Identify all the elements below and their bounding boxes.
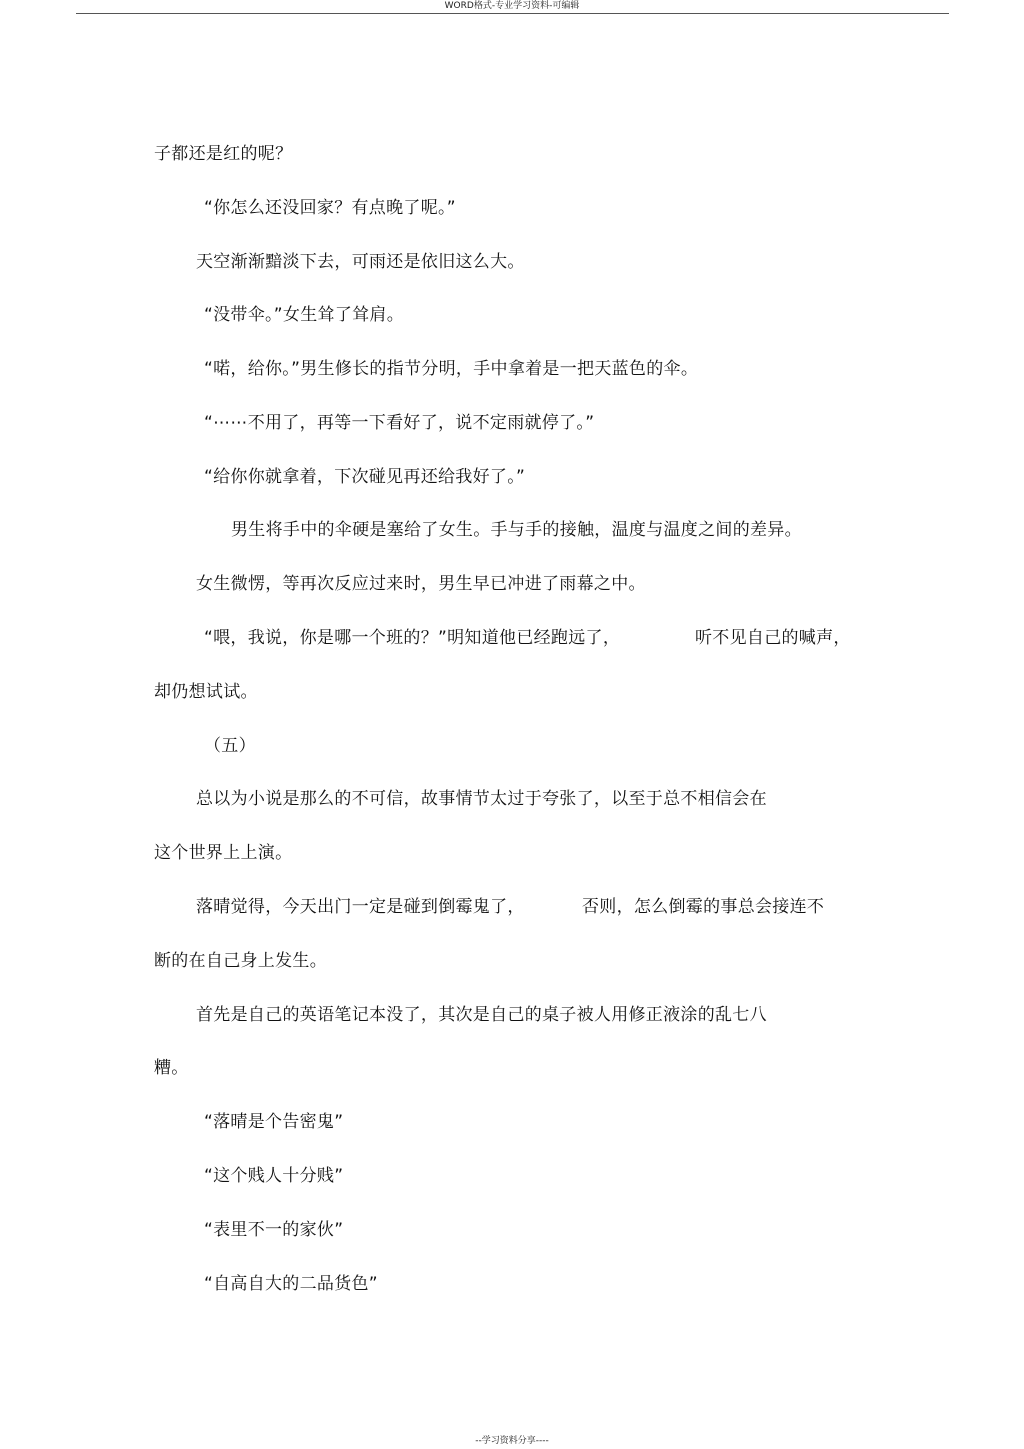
text-line: “这个贱人十分贱” xyxy=(204,1166,344,1186)
text-line: 落晴觉得，今天出门一定是碰到倒霉鬼了， xyxy=(196,897,525,917)
text-line: 却仍想试试。 xyxy=(154,682,258,702)
text-line: 天空渐渐黯淡下去，可雨还是依旧这么大。 xyxy=(196,252,525,272)
text-line: 女生微愣，等再次反应过来时，男生早已冲进了雨幕之中。 xyxy=(196,574,646,594)
text-line: “你怎么还没回家？有点晚了呢。” xyxy=(204,198,456,218)
text-line: “喏，给你。”男生修长的指节分明，手中拿着是一把天蓝色的伞。 xyxy=(204,359,699,379)
text-line: “表里不一的家伙” xyxy=(204,1220,344,1240)
text-line: 子都还是红的呢？ xyxy=(154,144,293,164)
page-footer: --学习资料分享---- xyxy=(475,1436,549,1446)
text-line: “⋯⋯不用了，再等一下看好了，说不定雨就停了。” xyxy=(204,413,595,433)
text-line: 首先是自己的英语笔记本没了，其次是自己的桌子被人用修正液涂的乱七八 xyxy=(196,1005,767,1025)
text-line: “没带伞。”女生耸了耸肩。 xyxy=(204,305,405,325)
text-line: “喂，我说，你是哪一个班的？”明知道他已经跑远了， xyxy=(204,628,621,648)
text-line: “给你你就拿着，下次碰见再还给我好了。” xyxy=(204,467,526,487)
text-line: 断的在自己身上发生。 xyxy=(154,951,327,971)
text-line: 听不见自己的喊声， xyxy=(695,628,851,648)
text-line: “落晴是个告密鬼” xyxy=(204,1112,344,1132)
text-line: 男生将手中的伞硬是塞给了女生。手与手的接触，温度与温度之间的差异。 xyxy=(231,520,802,540)
text-line: 否则，怎么倒霉的事总会接连不 xyxy=(582,897,825,917)
text-line: 总以为小说是那么的不可信，故事情节太过于夸张了，以至于总不相信会在 xyxy=(196,789,767,809)
section-heading: （五） xyxy=(204,736,256,756)
text-line: 糟。 xyxy=(154,1058,189,1078)
text-line: 这个世界上上演。 xyxy=(154,843,293,863)
page-header: WORD格式-专业学习资料-可编辑 xyxy=(444,1,580,11)
text-line: “自高自大的二品货色” xyxy=(204,1274,378,1294)
header-divider xyxy=(76,13,949,14)
